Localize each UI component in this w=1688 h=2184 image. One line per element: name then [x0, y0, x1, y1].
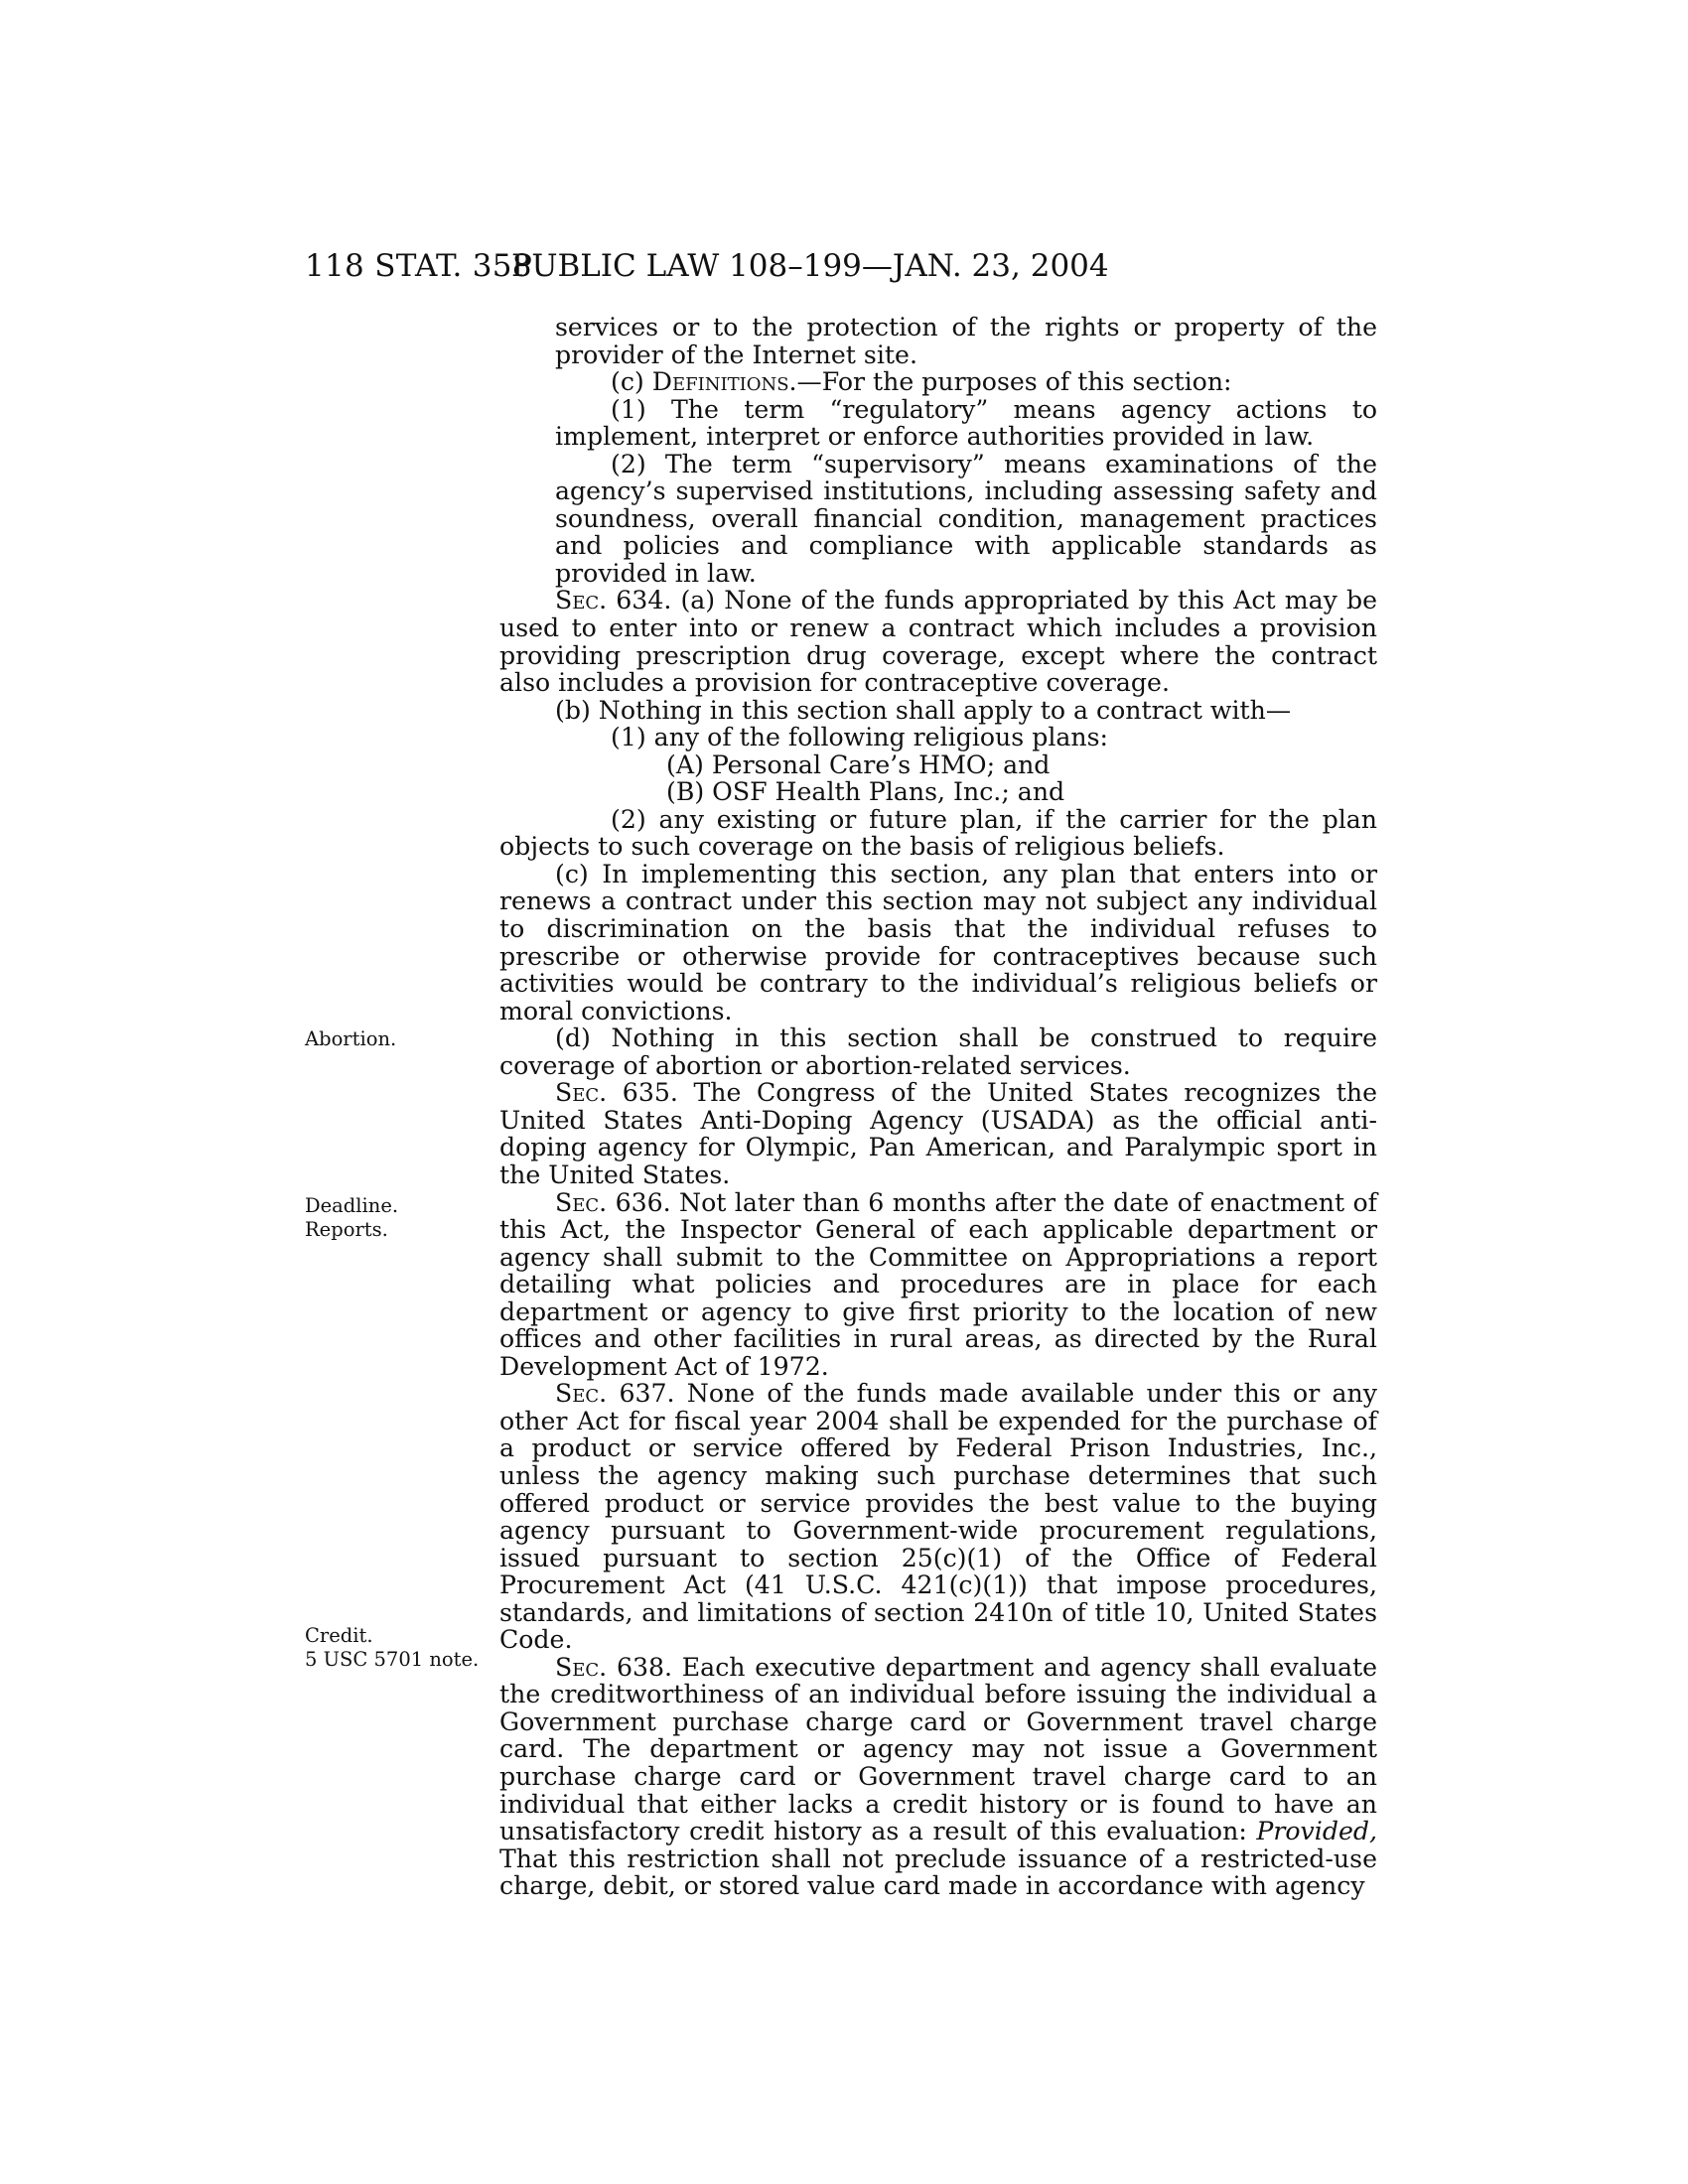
section-637: Sec. 637. None of the funds made available under this or any other Act for fiscal year 2004 shall be expended for the purchase of a product or service offered by Federal Prison Industries, Inc., unless the agency making such purchase determines that such offered product or service provides the best value to the buying agency pursuant to Government-wide procurement regulations, issued pursuant to section 25(c)(1) of the Office of Federal Procurement Act (41 U.S.C. 421(c)(1)) that impose procedures, standards, and limitations of section 2410n of title 10, United States Code.	[499, 1379, 1377, 1655]
public-law-title: PUBLIC LAW 108–199—JAN. 23, 2004	[511, 248, 1109, 284]
paragraph: (d) Nothing in this section shall be construed to require coverage of abortion or abortion-related services.	[499, 1024, 1377, 1080]
margin-note-credit: Credit.	[305, 1624, 373, 1647]
paragraph: (1) The term “regulatory” means agency actions to implement, interpret or enforce authorities provided in law.	[555, 394, 1377, 452]
stat-page-number: 118 STAT. 358	[305, 248, 532, 284]
paragraph: (2) any existing or future plan, if the carrier for the plan objects to such coverage on the basis of religious beliefs.	[499, 804, 1377, 862]
paragraph: services or to the protection of the rights or property of the provider of the Internet site.	[555, 313, 1377, 369]
paragraph: (B) OSF Health Plans, Inc.; and	[666, 777, 1065, 807]
margin-note-reports: Reports.	[305, 1218, 388, 1241]
paragraph: (2) The term “supervisory” means examinations of the agency’s supervised institutions, including assessing safety and soundness, overall financial condition, management practices and policies and compliance with applicable standards as provided in law.	[555, 449, 1377, 588]
paragraph: (A) Personal Care’s HMO; and	[666, 750, 1051, 779]
margin-note-deadline: Deadline.	[305, 1194, 399, 1217]
section-634: Sec. 634. (a) None of the funds appropriated by this Act may be used to enter into or renew a contract which includes a provision providing prescription drug coverage, except where the contract also includes a provision for contraceptive coverage.	[499, 586, 1377, 698]
section-638: Sec. 638. Each executive department and agency shall evaluate the creditworthiness of an individual before issuing the individual a Government purchase charge card or Government travel charge card. The department or agency may not issue a Government purchase charge card or Government travel charge card to an individual that either lacks a credit history or is found to have an unsatisfactory credit history as a result of this evaluation: Provided, That this restriction shall not preclude issuance of a restricted-use charge, debit, or stored value card made in accordance with agency	[499, 1652, 1377, 1901]
running-head	[0, 248, 1688, 288]
paragraph: (b) Nothing in this section shall apply to a contract with—	[555, 695, 1292, 725]
page-body	[499, 314, 1377, 1900]
margin-note-abortion: Abortion.	[305, 1027, 397, 1050]
margin-note-usc: 5 USC 5701 note.	[305, 1648, 480, 1671]
section-635: Sec. 635. The Congress of the United States recognizes the United States Anti-Doping Agency (USADA) as the official anti-doping agency for Olympic, Pan American, and Paralympic sport in the United States.	[499, 1078, 1377, 1189]
paragraph: (c) In implementing this section, any plan that enters into or renews a contract under this section may not subject any individual to discrimination on the basis that the individual refuses to prescribe or otherwise provide for contraceptives because such activities would be contrary to the individual’s religious beliefs or moral convictions.	[499, 859, 1377, 1025]
paragraph: (1) any of the following religious plans:	[611, 723, 1109, 752]
section-636: Sec. 636. Not later than 6 months after the date of enactment of this Act, the Inspector General of each applicable department or agency shall submit to the Committee on Appropriations a report detailing what policies and procedures are in place for each department or agency to give first priority to the location of new offices and other facilities in rural areas, as directed by the Rural Development Act of 1972.	[499, 1187, 1377, 1381]
paragraph: (c) Definitions.—For the purposes of this section:	[611, 367, 1232, 397]
